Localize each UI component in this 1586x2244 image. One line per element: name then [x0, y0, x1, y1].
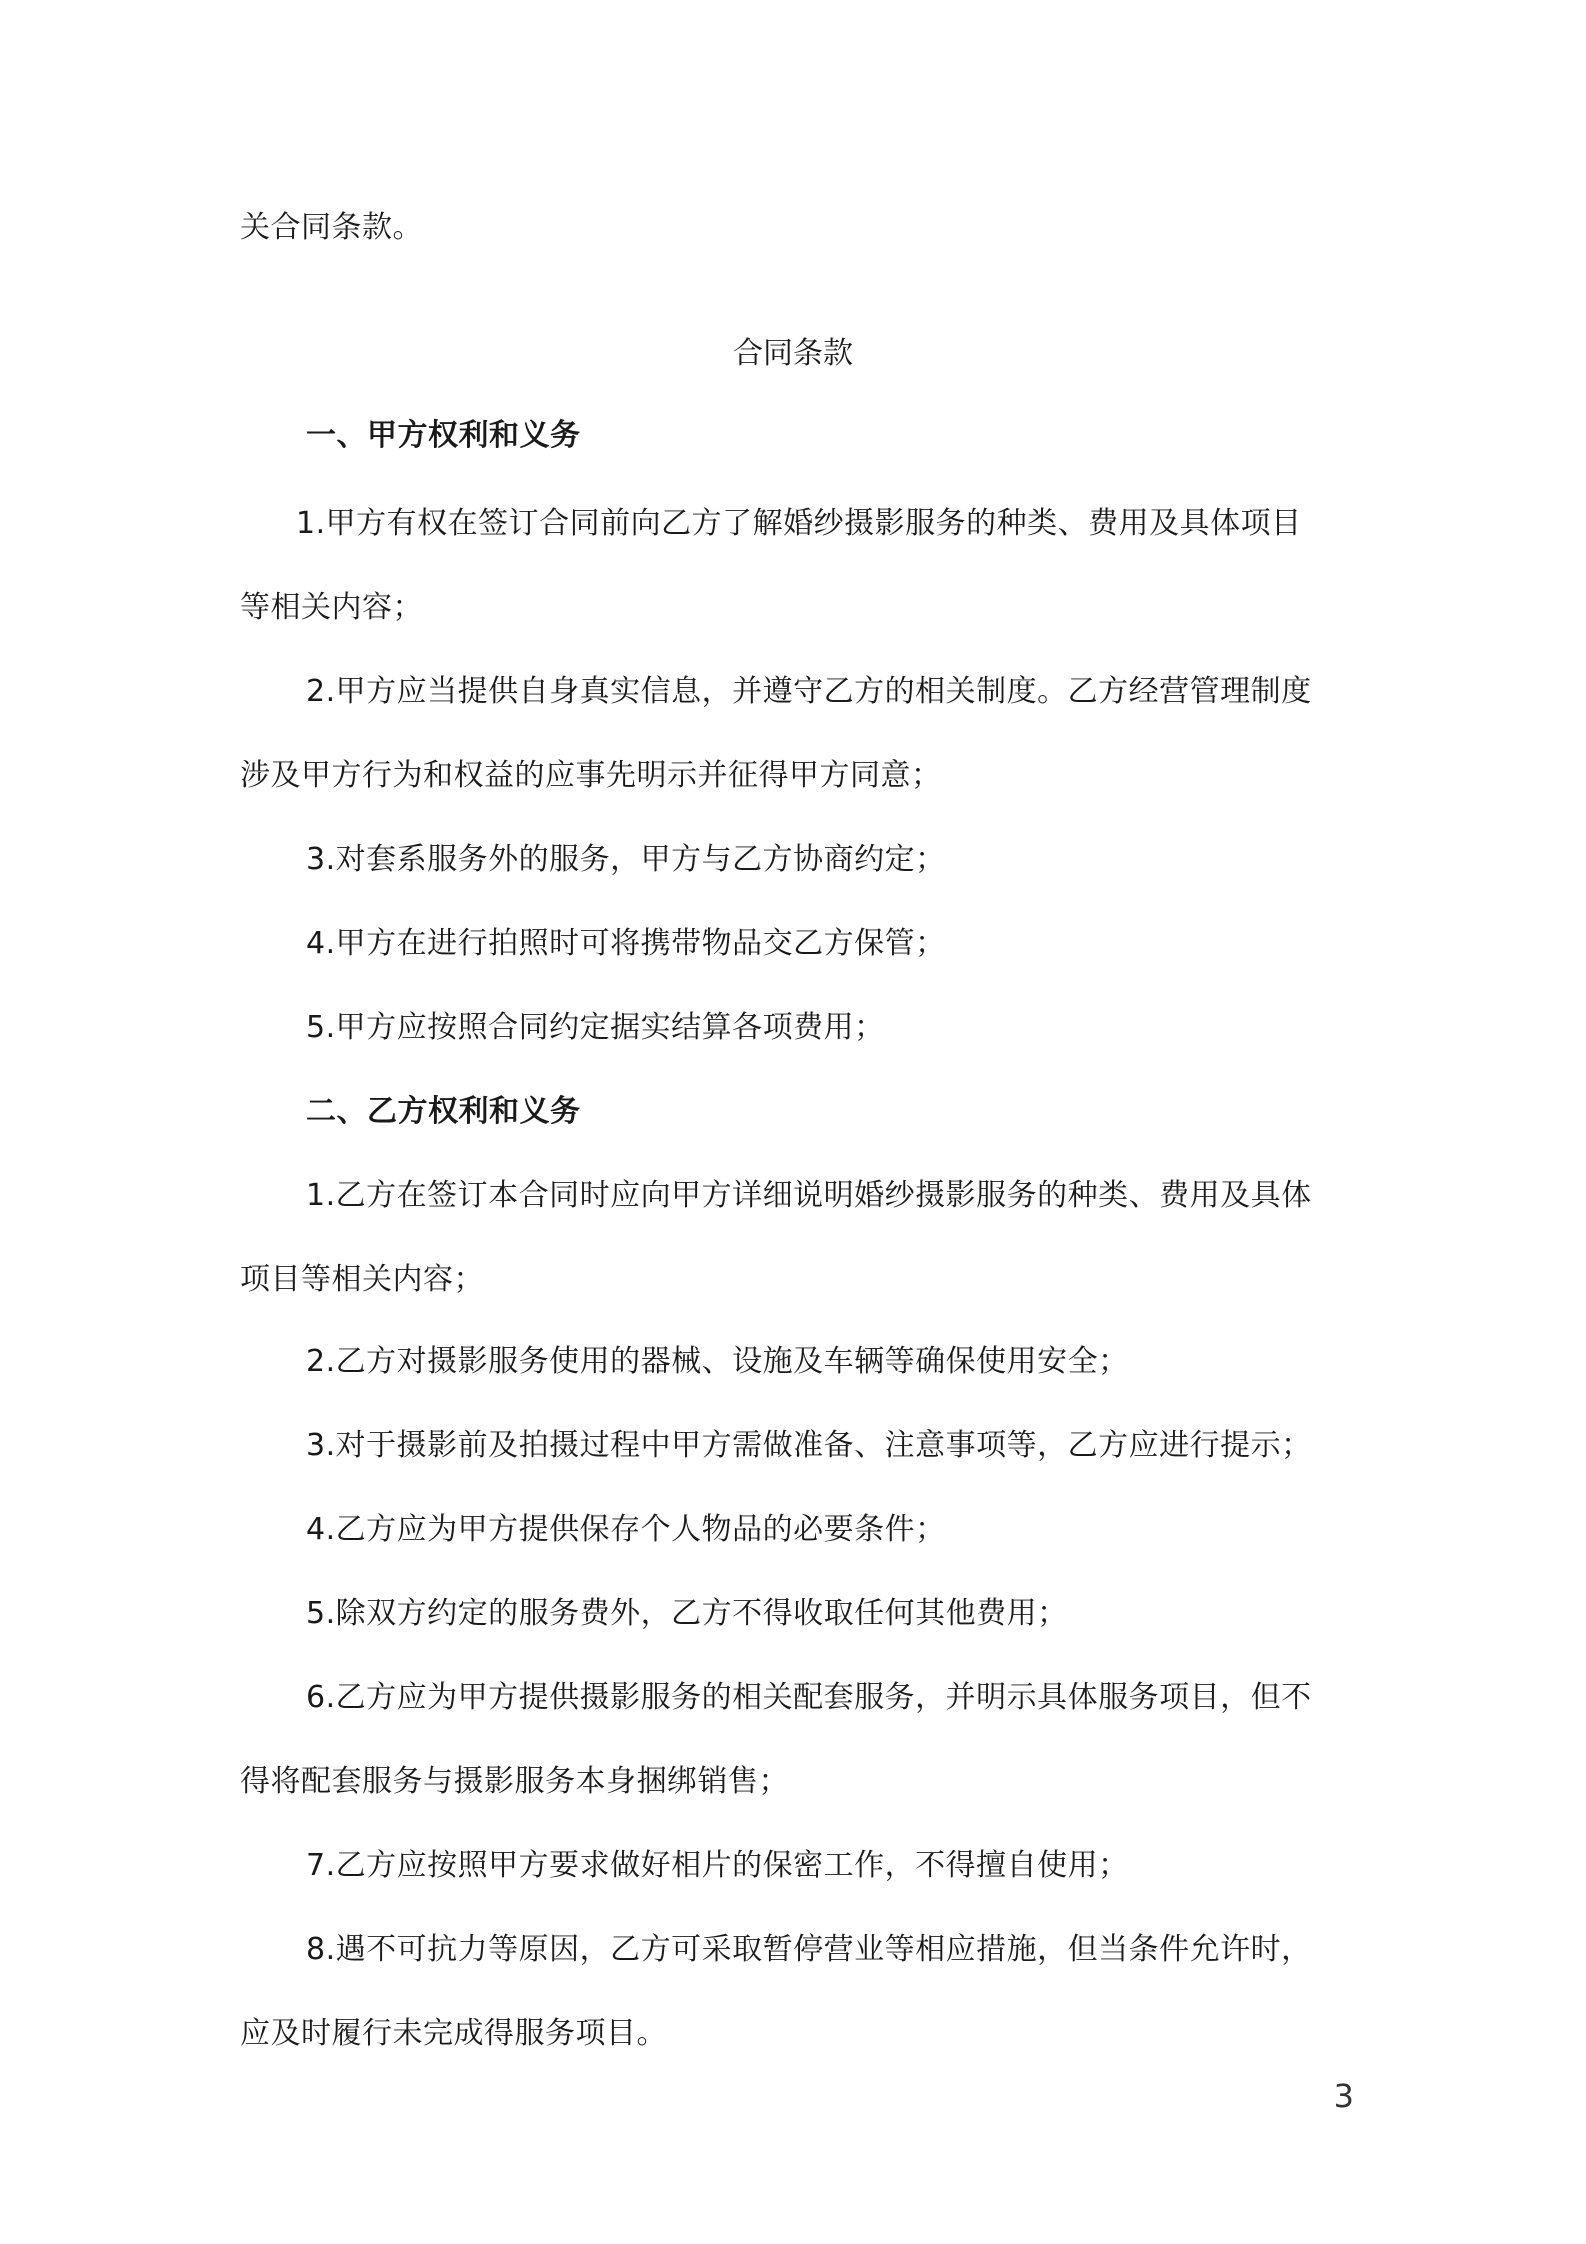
party-b-item-7: 7.乙方应按照甲方要求做好相片的保密工作，不得擅自使用；	[306, 1848, 1129, 1883]
party-b-item-1-line-2: 项目等相关内容；	[240, 1262, 484, 1297]
party-b-item-6-line-1: 6.乙方应为甲方提供摄影服务的相关配套服务，并明示具体服务项目，但不	[306, 1680, 1312, 1715]
party-b-item-6-line-2: 得将配套服务与摄影服务本身捆绑销售；	[240, 1764, 789, 1799]
party-b-item-4: 4.乙方应为甲方提供保存个人物品的必要条件；	[306, 1512, 946, 1547]
party-b-item-1-line-1: 1.乙方在签订本合同时应向甲方详细说明婚纱摄影服务的种类、费用及具体	[306, 1178, 1312, 1213]
page-number: 3	[1333, 2077, 1354, 2115]
continuation-text: 关合同条款。	[240, 210, 423, 245]
party-b-item-8-line-1: 8.遇不可抗力等原因，乙方可采取暂停营业等相应措施，但当条件允许时，	[306, 1932, 1312, 1967]
party-a-item-5: 5.甲方应按照合同约定据实结算各项费用；	[306, 1010, 885, 1045]
party-a-item-2-line-1: 2.甲方应当提供自身真实信息，并遵守乙方的相关制度。乙方经营管理制度	[306, 674, 1312, 709]
party-a-item-1-line-2: 等相关内容；	[240, 590, 423, 625]
party-a-item-3: 3.对套系服务外的服务，甲方与乙方协商约定；	[306, 842, 946, 877]
party-a-heading: 一、甲方权利和义务	[306, 418, 581, 453]
party-b-item-2: 2.乙方对摄影服务使用的器械、设施及车辆等确保使用安全；	[306, 1344, 1129, 1379]
party-b-item-5: 5.除双方约定的服务费外，乙方不得收取任何其他费用；	[306, 1596, 1068, 1631]
party-a-item-4: 4.甲方在进行拍照时可将携带物品交乙方保管；	[306, 926, 946, 961]
party-b-heading: 二、乙方权利和义务	[306, 1094, 581, 1129]
party-b-item-3: 3.对于摄影前及拍摄过程中甲方需做准备、注意事项等，乙方应进行提示；	[306, 1428, 1312, 1463]
section-title: 合同条款	[733, 336, 853, 371]
party-a-item-2-line-2: 涉及甲方行为和权益的应事先明示并征得甲方同意；	[240, 758, 942, 793]
party-b-item-8-line-2: 应及时履行未完成得服务项目。	[240, 2016, 667, 2051]
party-a-item-1-line-1: 1.甲方有权在签订合同前向乙方了解婚纱摄影服务的种类、费用及具体项目	[296, 506, 1302, 541]
